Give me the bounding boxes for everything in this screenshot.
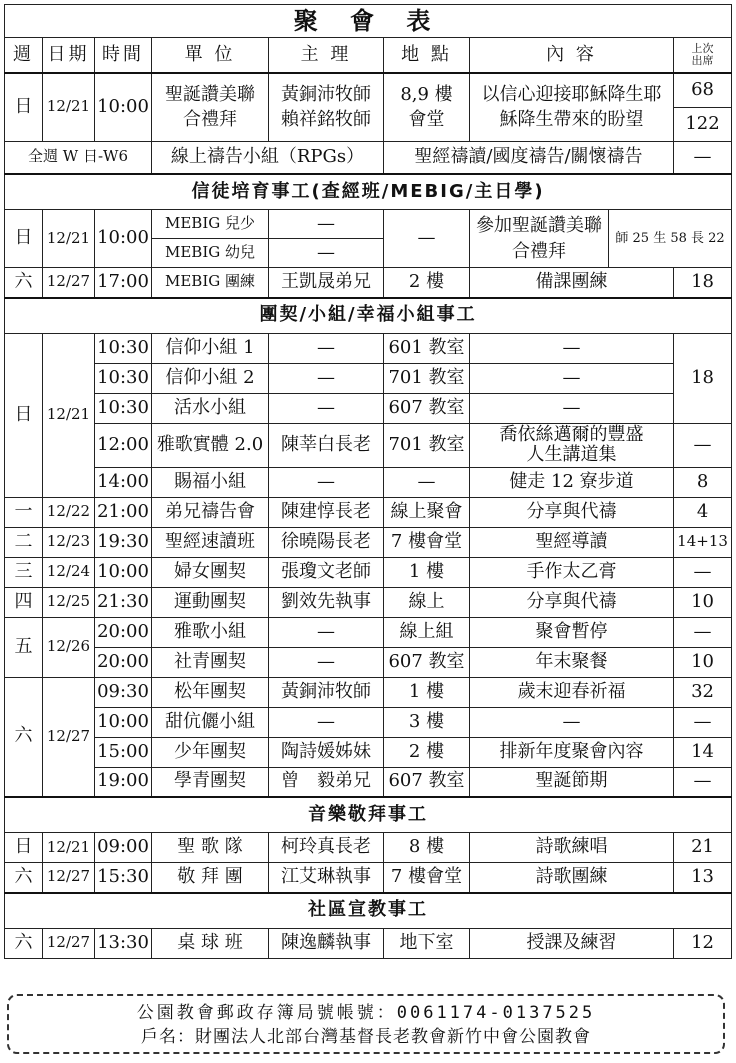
cell-date: 12/25 <box>43 587 95 617</box>
cell-place: 7 樓會堂 <box>384 863 470 893</box>
table-row <box>5 677 732 707</box>
cell-place: 2 樓 <box>384 737 470 767</box>
cell-attend: — <box>674 423 732 467</box>
cell-place: 2 樓 <box>384 268 470 298</box>
cell-content: — <box>470 333 674 363</box>
cell-unit: 松年團契 <box>152 677 269 707</box>
cell-host: — <box>269 617 384 647</box>
cell-unit: 信仰小組 2 <box>152 363 269 393</box>
cell-attend: — <box>674 557 732 587</box>
cell-place: 線上聚會 <box>384 497 470 527</box>
cell-day: 日 <box>5 210 43 268</box>
cell-date: 12/21 <box>43 210 95 268</box>
cell-unit: 賜福小組 <box>152 467 269 497</box>
table-row <box>5 268 732 298</box>
cell-time: 10:30 <box>95 333 152 363</box>
cell-host: — <box>269 210 384 239</box>
cell-unit: 線上禱告小組（RPGs） <box>152 141 384 174</box>
host-2: 賴祥銘牧師 <box>281 109 371 131</box>
table-row <box>5 617 732 647</box>
cell-attend: 14+13 <box>674 527 732 557</box>
cell-unit: MEBIG 兒少 <box>152 210 269 239</box>
col-date: 日期 <box>43 38 95 74</box>
col-content: 內 容 <box>470 38 674 74</box>
cell-date: 12/21 <box>43 833 95 863</box>
cell-host: — <box>269 707 384 737</box>
cell-host: — <box>269 239 384 268</box>
cell-unit: 社青團契 <box>152 647 269 677</box>
cell-day: 三 <box>5 557 43 587</box>
cell-place: 線上組 <box>384 617 470 647</box>
cell-attend: 4 <box>674 497 732 527</box>
cell-content: 排新年度聚會內容 <box>470 737 674 767</box>
cell-attend: 122 <box>674 107 732 141</box>
table-row <box>5 527 732 557</box>
cell-attend: 32 <box>674 677 732 707</box>
cell-date: 12/27 <box>43 677 95 797</box>
table-row <box>5 141 732 174</box>
cell-place: 607 教室 <box>384 767 470 797</box>
cell-unit: 甜伉儷小組 <box>152 707 269 737</box>
account-number: 公園教會郵政存簿局號帳號：0061174-0137525 <box>136 1003 596 1023</box>
cell-day: 日 <box>5 833 43 863</box>
cell-host: — <box>269 363 384 393</box>
cell-content: 喬依絲邁爾的豐盛人生講道集 <box>470 423 674 467</box>
cell-host <box>269 73 384 141</box>
cell-time: 20:00 <box>95 647 152 677</box>
table-row <box>5 333 732 363</box>
cell-day: 六 <box>5 928 43 958</box>
cell-content: 詩歌練唱 <box>470 833 674 863</box>
cell-unit: 聖經速讀班 <box>152 527 269 557</box>
cell-time: 17:00 <box>95 268 152 298</box>
section-outreach: 社區宣教事工 <box>5 893 732 929</box>
table-row <box>5 497 732 527</box>
cell-date: 12/27 <box>43 268 95 298</box>
cell-time: 10:00 <box>95 557 152 587</box>
cell-time: 21:00 <box>95 497 152 527</box>
cell-content: — <box>470 393 674 423</box>
account-name: 戶名：財團法人北部台灣基督長老教會新竹中會公園教會 <box>141 1027 591 1047</box>
cell-host: 黃銅沛牧師 <box>269 677 384 707</box>
table-row <box>5 707 732 737</box>
section-fellowship: 團契/小組/幸福小組事工 <box>5 298 732 334</box>
cell-content: 以信心迎接耶穌降生耶穌降生帶來的盼望 <box>470 73 674 141</box>
cell-place: — <box>384 467 470 497</box>
cell-content: 年末聚餐 <box>470 647 674 677</box>
cell-host: 陳建惇長老 <box>269 497 384 527</box>
table-row <box>5 928 732 958</box>
cell-day: 日 <box>5 73 43 141</box>
cell-day: 日 <box>5 333 43 497</box>
table-row <box>5 423 732 467</box>
cell-time: 15:00 <box>95 737 152 767</box>
cell-content: — <box>470 363 674 393</box>
cell-place: 701 教室 <box>384 423 470 467</box>
cell-content: 聖經禱讀/國度禱告/關懷禱告 <box>384 141 674 174</box>
cell-time: 13:30 <box>95 928 152 958</box>
cell-attend: 18 <box>674 333 732 423</box>
cell-day: 一 <box>5 497 43 527</box>
meeting-table <box>4 4 732 959</box>
cell-unit: 學青團契 <box>152 767 269 797</box>
cell-content: 聚會暫停 <box>470 617 674 647</box>
table-row <box>5 210 732 239</box>
cell-attend: — <box>674 767 732 797</box>
cell-host: 徐曉陽長老 <box>269 527 384 557</box>
table-row <box>5 863 732 893</box>
cell-unit: MEBIG 幼兒 <box>152 239 269 268</box>
cell-time: 15:30 <box>95 863 152 893</box>
cell-unit: 婦女團契 <box>152 557 269 587</box>
table-row <box>5 647 732 677</box>
cell-day: 二 <box>5 527 43 557</box>
cell-attend: 8 <box>674 467 732 497</box>
cell-content: 分享與代禱 <box>470 587 674 617</box>
cell-date: 12/22 <box>43 497 95 527</box>
cell-time: 10:00 <box>95 707 152 737</box>
cell-place: 7 樓會堂 <box>384 527 470 557</box>
col-unit: 單 位 <box>152 38 269 74</box>
cell-day: 六 <box>5 268 43 298</box>
cell-host: 陳逸麟執事 <box>269 928 384 958</box>
cell-unit: 聖 歌 隊 <box>152 833 269 863</box>
cell-time: 10:00 <box>95 210 152 268</box>
cell-place: 地下室 <box>384 928 470 958</box>
cell-place: 3 樓 <box>384 707 470 737</box>
cell-place: — <box>384 210 470 268</box>
cell-attend: — <box>674 141 732 174</box>
cell-unit: 運動團契 <box>152 587 269 617</box>
cell-date: 12/21 <box>43 73 95 141</box>
cell-host: 陶詩媛姊妹 <box>269 737 384 767</box>
host-1: 黃銅沛牧師 <box>281 84 371 106</box>
cell-time: 10:30 <box>95 363 152 393</box>
table-row <box>5 363 732 393</box>
cell-host: 柯玲真長老 <box>269 833 384 863</box>
cell-place: 701 教室 <box>384 363 470 393</box>
cell-attend: — <box>674 707 732 737</box>
cell-content: — <box>470 707 674 737</box>
cell-place: 8,9 樓會堂 <box>384 73 470 141</box>
col-attend: 上次出席 <box>674 38 732 74</box>
cell-place: 607 教室 <box>384 647 470 677</box>
cell-unit: 敬 拜 團 <box>152 863 269 893</box>
table-row <box>5 587 732 617</box>
cell-day: 五 <box>5 617 43 677</box>
cell-place: 8 樓 <box>384 833 470 863</box>
cell-time: 19:30 <box>95 527 152 557</box>
col-place: 地 點 <box>384 38 470 74</box>
cell-attend: 68 <box>674 73 732 107</box>
cell-unit: 雅歌實體 2.0 <box>152 423 269 467</box>
cell-time: 14:00 <box>95 467 152 497</box>
cell-unit: 聖誕讚美聯合禮拜 <box>152 73 269 141</box>
cell-place: 1 樓 <box>384 677 470 707</box>
cell-host: — <box>269 647 384 677</box>
cell-host: — <box>269 333 384 363</box>
cell-date: 12/23 <box>43 527 95 557</box>
cell-attend: 18 <box>674 268 732 298</box>
cell-place: 601 教室 <box>384 333 470 363</box>
cell-time: 20:00 <box>95 617 152 647</box>
cell-time: 21:30 <box>95 587 152 617</box>
table-row <box>5 467 732 497</box>
cell-content: 備課團練 <box>470 268 674 298</box>
cell-content: 健走 12 寮步道 <box>470 467 674 497</box>
cell-unit: 弟兄禱告會 <box>152 497 269 527</box>
table-row <box>5 73 732 107</box>
cell-date: 12/26 <box>43 617 95 677</box>
table-row <box>5 767 732 797</box>
cell-day: 六 <box>5 863 43 893</box>
cell-host: 江艾琳執事 <box>269 863 384 893</box>
cell-day: 四 <box>5 587 43 617</box>
cell-attend: 師 25 生 58 長 22 <box>609 210 732 268</box>
cell-unit: 雅歌小組 <box>152 617 269 647</box>
cell-unit: 活水小組 <box>152 393 269 423</box>
cell-unit: 信仰小組 1 <box>152 333 269 363</box>
cell-unit: 少年團契 <box>152 737 269 767</box>
cell-attend: — <box>674 617 732 647</box>
page-title: 聚 會 表 <box>5 5 732 38</box>
cell-content: 分享與代禱 <box>470 497 674 527</box>
cell-time: 09:30 <box>95 677 152 707</box>
cell-place: 607 教室 <box>384 393 470 423</box>
cell-place: 1 樓 <box>384 557 470 587</box>
cell-host: 劉效先執事 <box>269 587 384 617</box>
cell-attend: 14 <box>674 737 732 767</box>
section-music: 音樂敬拜事工 <box>5 797 732 833</box>
cell-content: 歲末迎春祈福 <box>470 677 674 707</box>
cell-content: 參加聖誕讚美聯合禮拜 <box>470 210 609 268</box>
donation-info-box <box>7 994 725 1054</box>
table-row <box>5 833 732 863</box>
table-row <box>5 393 732 423</box>
cell-content: 聖誕節期 <box>470 767 674 797</box>
cell-attend: 13 <box>674 863 732 893</box>
cell-time: 19:00 <box>95 767 152 797</box>
cell-unit: MEBIG 團練 <box>152 268 269 298</box>
cell-content: 手作太乙膏 <box>470 557 674 587</box>
cell-date: 12/21 <box>43 333 95 497</box>
cell-time: 10:00 <box>95 73 152 141</box>
cell-attend: 10 <box>674 587 732 617</box>
cell-unit: 桌 球 班 <box>152 928 269 958</box>
cell-time: 12:00 <box>95 423 152 467</box>
cell-host: — <box>269 467 384 497</box>
cell-content: 聖經導讀 <box>470 527 674 557</box>
table-row <box>5 737 732 767</box>
cell-day: 全週 W 日-W6 <box>5 141 152 174</box>
cell-host: 張瓊文老師 <box>269 557 384 587</box>
cell-time: 09:00 <box>95 833 152 863</box>
cell-host: — <box>269 393 384 423</box>
cell-date: 12/27 <box>43 863 95 893</box>
cell-content: 授課及練習 <box>470 928 674 958</box>
cell-date: 12/27 <box>43 928 95 958</box>
header-row <box>5 38 732 74</box>
cell-day: 六 <box>5 677 43 797</box>
cell-attend: 12 <box>674 928 732 958</box>
cell-host: 王凱晟弟兄 <box>269 268 384 298</box>
cell-host: 曾 毅弟兄 <box>269 767 384 797</box>
cell-content: 詩歌團練 <box>470 863 674 893</box>
col-time: 時間 <box>95 38 152 74</box>
cell-host: 陳莘白長老 <box>269 423 384 467</box>
section-education: 信徒培育事工(查經班/MEBIG/主日學) <box>5 174 732 210</box>
cell-place: 線上 <box>384 587 470 617</box>
cell-attend: 10 <box>674 647 732 677</box>
cell-date: 12/24 <box>43 557 95 587</box>
col-host: 主 理 <box>269 38 384 74</box>
col-day: 週 <box>5 38 43 74</box>
cell-attend: 21 <box>674 833 732 863</box>
table-row <box>5 557 732 587</box>
cell-time: 10:30 <box>95 393 152 423</box>
